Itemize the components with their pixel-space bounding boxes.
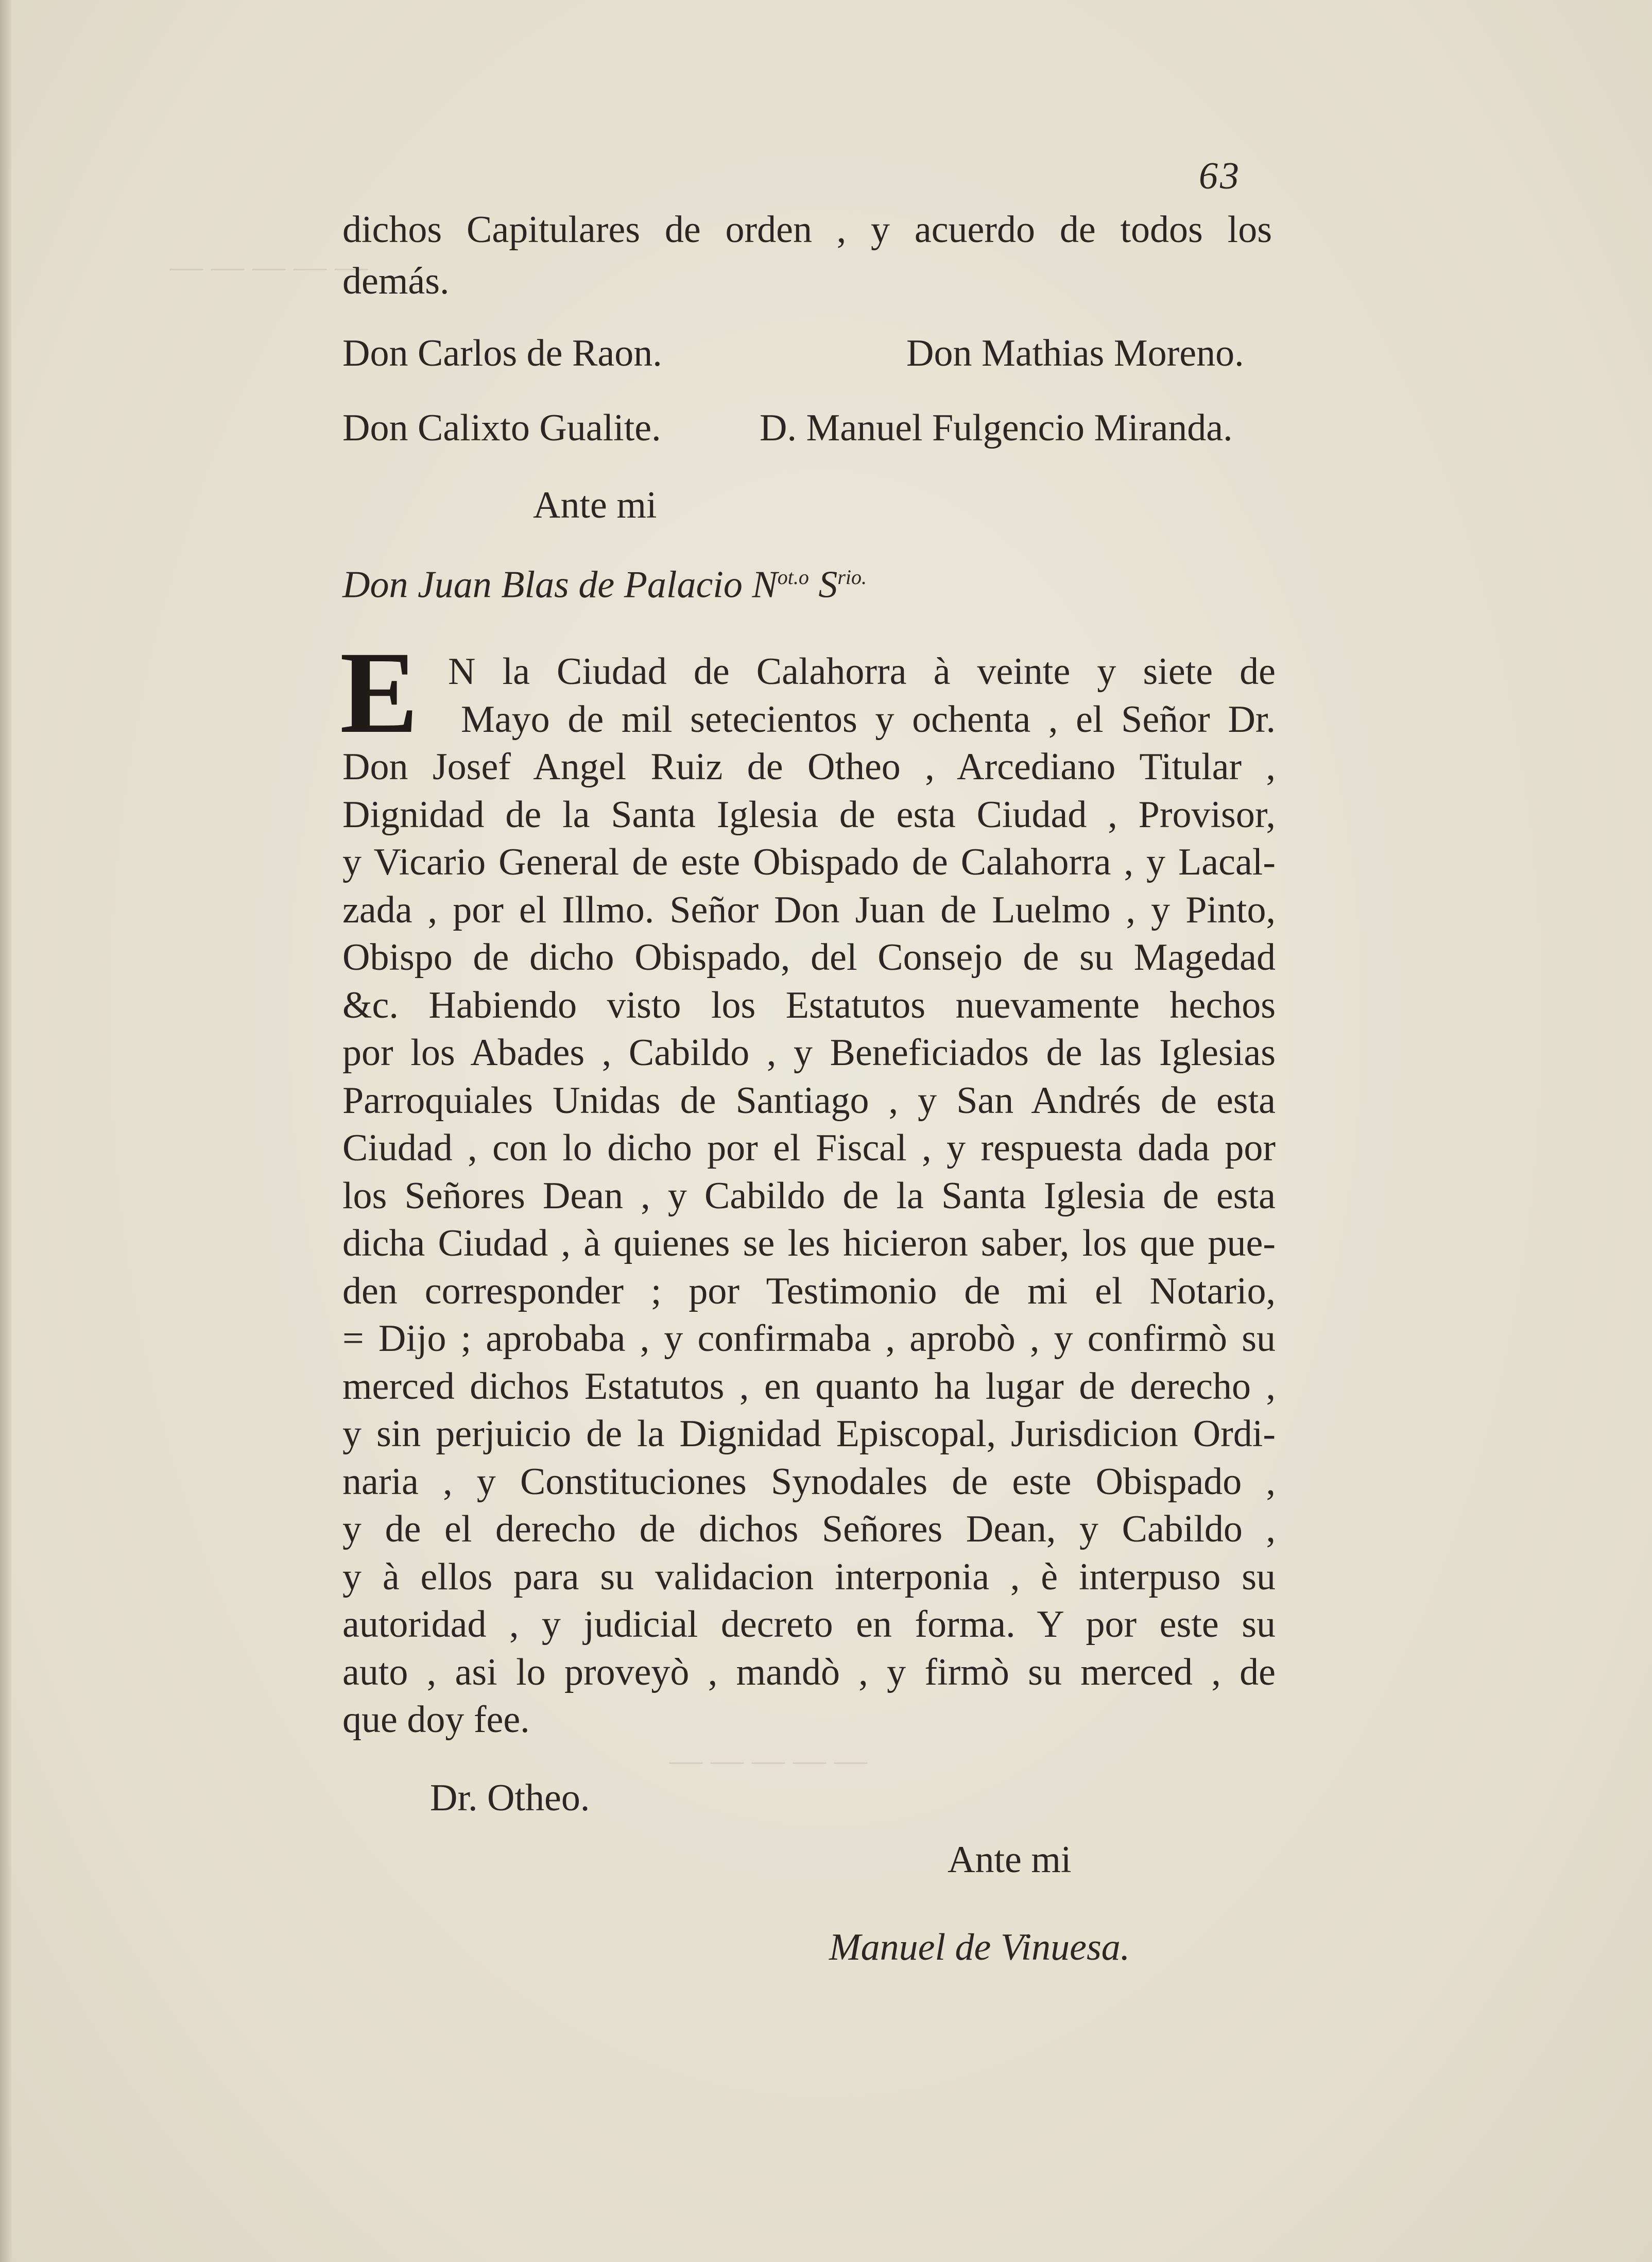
page-edge: [0, 0, 11, 2262]
notary-abbrev-1: ot.o: [777, 566, 809, 589]
notary-abbrev-2: rio.: [837, 566, 867, 589]
bleed-through-decoration: — — — — —: [170, 248, 368, 284]
bleed-through-decoration: — — — — —: [669, 1741, 867, 1778]
body-line: que doy fee.: [342, 1699, 530, 1741]
body-line: dicha Ciudad , à quienes se les hicieron saber, los que pue-: [342, 1222, 1276, 1264]
notary-signature: [342, 554, 867, 609]
body-line: por los Abades , Cabildo , y Beneficiados de las Iglesias: [342, 1032, 1276, 1074]
body-line: y à ellos para su validacion interponia , è interpuso su: [342, 1555, 1276, 1598]
body-line: Dignidad de la Santa Iglesia de esta Ciudad , Provisor,: [342, 793, 1276, 836]
body-line: den corresponder ; por Testimonio de mi el Notario,: [342, 1270, 1276, 1312]
closing-signer: Dr. Otheo.: [430, 1777, 590, 1819]
body-line: zada , por el Illmo. Señor Don Juan de Luelmo , y Pinto,: [342, 888, 1276, 931]
page-number: 63: [1199, 155, 1241, 197]
notary-separator: S: [808, 563, 838, 606]
body-line: y Vicario General de este Obispado de Calahorra , y Lacal-: [342, 841, 1276, 883]
body-line: y de el derecho de dichos Señores Dean, y Cabildo ,: [342, 1508, 1276, 1550]
body-line: = Dijo ; aprobaba , y confirmaba , aprobò , y confirmò su: [342, 1317, 1276, 1360]
notary-name: Don Juan Blas de Palacio N: [342, 563, 778, 606]
body-line: los Señores Dean , y Cabildo de la Santa Iglesia de esta: [342, 1174, 1276, 1217]
closing-before-me: Ante mi: [948, 1839, 1072, 1881]
body-line: merced dichos Estatutos , en quanto ha lugar de derecho ,: [342, 1365, 1276, 1408]
body-line: autoridad , y judicial decreto en forma. Y por este su: [342, 1603, 1276, 1646]
body-line: Parroquiales Unidas de Santiago , y San Andrés de esta: [342, 1079, 1276, 1122]
body-line: Mayo de mil setecientos y ochenta , el Señor Dr.: [461, 698, 1276, 741]
signature-right-1: Don Mathias Moreno.: [906, 332, 1244, 374]
opening-line-1: dichos Capitulares de orden , y acuerdo de todos los: [342, 209, 1272, 251]
body-line: naria , y Constituciones Synodales de este Obispado ,: [342, 1460, 1276, 1503]
signature-left-1: Don Carlos de Raon.: [342, 332, 662, 374]
body-line: Ciudad , con lo dicho por el Fiscal , y respuesta dada por: [342, 1127, 1276, 1169]
body-line: y sin perjuicio de la Dignidad Episcopal, Jurisdicion Ordi-: [342, 1413, 1276, 1455]
body-line: &c. Habiendo visto los Estatutos nuevamente hechos: [342, 984, 1276, 1026]
opening-line-2: demás.: [342, 260, 450, 302]
body-line: N la Ciudad de Calahorra à veinte y siete de: [448, 650, 1276, 693]
body-line: Obispo de dicho Obispado, del Consejo de su Magedad: [342, 936, 1276, 979]
body-line: Don Josef Angel Ruiz de Otheo , Arcediano Titular ,: [342, 746, 1276, 788]
closing-notary: Manuel de Vinuesa.: [829, 1926, 1130, 1968]
signature-left-2: Don Calixto Gualite.: [342, 407, 661, 449]
body-line: auto , asi lo proveyò , mandò , y firmò su merced , de: [342, 1651, 1276, 1693]
signature-right-2: D. Manuel Fulgencio Miranda.: [760, 407, 1233, 449]
before-me-label: Ante mi: [533, 484, 657, 526]
drop-cap: E: [340, 628, 419, 758]
